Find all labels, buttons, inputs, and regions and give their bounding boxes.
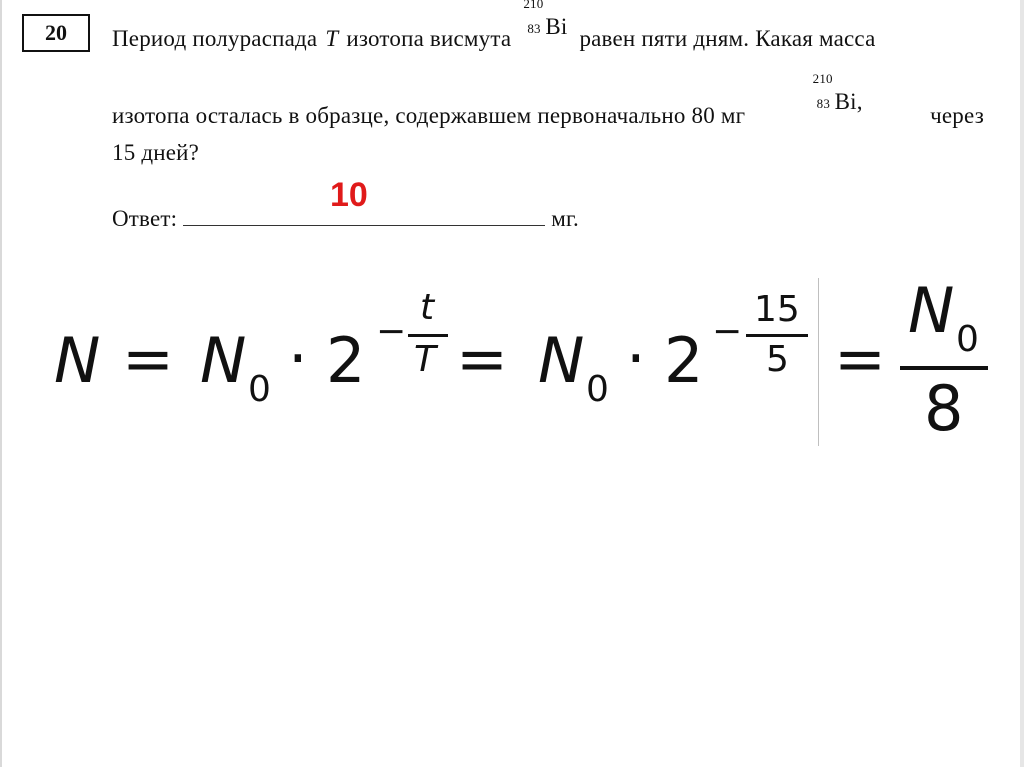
question-number: 20 (22, 14, 90, 52)
answer-unit: мг. (551, 206, 579, 231)
formula-minus-1: − (376, 311, 407, 352)
decay-formula (40, 272, 1000, 452)
fraction-bar-N0-8 (900, 366, 988, 370)
formula-N0-base-2: N (538, 324, 585, 397)
nuclide-charge-number: 83 (527, 21, 541, 36)
formula-two-2: 2 (664, 324, 704, 397)
nuclide-symbol: Bi, (834, 89, 863, 114)
formula-N0-sub-3: 0 (956, 319, 979, 360)
formula-N0-sub: 0 (248, 369, 271, 410)
text-remaining-mass: изотопа осталась в образце, содержавшем первоначально 80 мг (112, 103, 746, 128)
nuclide-charge-number: 83 (816, 96, 831, 111)
formula-N0-sub-2: 0 (586, 369, 609, 410)
fraction-bar-15-5 (746, 334, 808, 337)
symbol-T: T (325, 26, 339, 51)
text-isotope: изотопа висмута (346, 26, 512, 51)
formula-dot-1: · (288, 322, 308, 395)
slide-border-left (0, 0, 2, 767)
text-through: через (930, 103, 984, 128)
nuclide-symbol: Bi (545, 14, 568, 39)
answer-label: Ответ: (112, 206, 178, 231)
formula-two-1: 2 (326, 324, 366, 397)
nuclide-mass-number: 210 (812, 71, 833, 86)
answer-value: 10 (330, 176, 368, 214)
formula-N0-base: N (200, 324, 247, 397)
text-five-days: равен пяти дням. Какая масса (579, 26, 876, 51)
formula-five: 5 (766, 339, 789, 380)
question-line-3: 15 дней? (112, 140, 200, 165)
answer-line (112, 205, 579, 232)
formula-t: t (420, 287, 435, 328)
fraction-bar-t-T (408, 334, 448, 337)
formula-N0-base-3: N (908, 274, 955, 347)
answer-blank[interactable] (183, 205, 545, 226)
formula-equals-2: = (456, 322, 508, 395)
formula-fifteen: 15 (754, 289, 800, 330)
formula-dot-2: · (626, 322, 646, 395)
nuclide-mass-number: 210 (523, 0, 544, 11)
formula-equals-3: = (834, 322, 886, 395)
question-line-1 (112, 0, 876, 52)
formula-eight: 8 (924, 372, 964, 445)
formula-T: T (414, 339, 436, 380)
nuclide-bi-210 (523, 0, 568, 40)
nuclide-bi-210-second (812, 71, 863, 115)
formula-minus-2: − (712, 311, 743, 352)
formula-equals-1: = (122, 322, 174, 395)
slide-border-right (1020, 0, 1024, 767)
text-period: Период полураспада (112, 26, 318, 51)
formula-divider (818, 278, 819, 446)
formula-N: N (54, 324, 101, 397)
question-line-2 (112, 71, 984, 129)
